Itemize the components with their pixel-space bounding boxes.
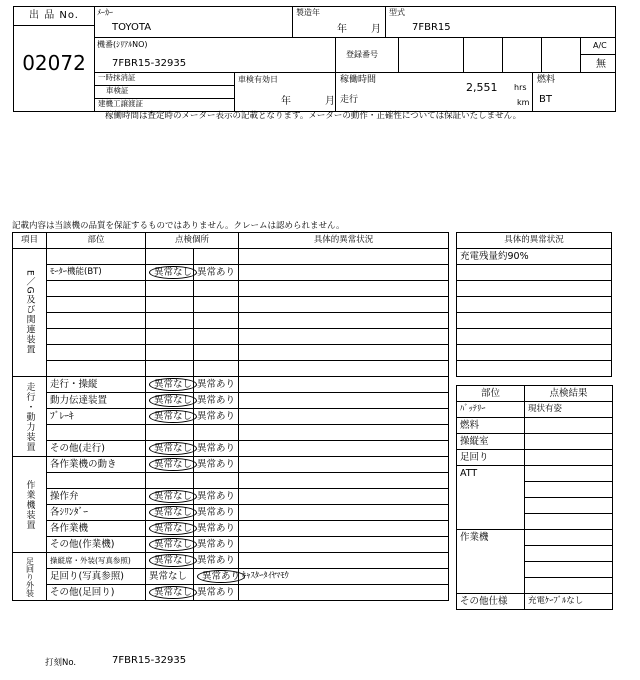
category-drive: 走行・動力装置	[24, 381, 35, 452]
result-value	[525, 530, 613, 546]
row-detail	[239, 585, 449, 601]
row-detail	[239, 457, 449, 473]
check-normal-circled: 異常なし	[149, 554, 197, 567]
travel-label: 走行	[340, 95, 359, 105]
check-abnormal: 異常あり	[194, 585, 239, 601]
table-row	[13, 377, 449, 393]
reg-cell-3	[503, 38, 542, 73]
row-detail	[239, 521, 449, 537]
table-row	[457, 594, 613, 610]
result-value: 充電ｹｰﾌﾞﾙなし	[525, 594, 613, 610]
maker-value: TOYOTA	[112, 22, 152, 33]
result-value	[525, 466, 613, 482]
ac-label: A/C	[593, 41, 607, 50]
table-row	[13, 265, 449, 281]
check-normal-circled: 異常なし	[149, 490, 197, 503]
maker-label: ﾒｰｶｰ	[97, 8, 113, 17]
table-row	[13, 569, 449, 585]
hours-label: 稼働時間	[340, 75, 377, 85]
fuel-label: 燃料	[537, 75, 556, 85]
result-part: 作業機	[457, 530, 525, 594]
reg-cell-2	[464, 38, 503, 73]
table-row	[13, 457, 449, 473]
col-check: 点検個所	[146, 233, 239, 249]
row-detail	[239, 441, 449, 457]
check-normal-circled: 異常なし	[149, 586, 197, 599]
check-normal-circled: 異常なし	[149, 538, 197, 551]
inspection-month-unit: 月	[325, 96, 335, 107]
table-row	[457, 450, 613, 466]
result-part: 操縦室	[457, 434, 525, 450]
check-abnormal: 異常あり	[194, 505, 239, 521]
row-detail	[239, 377, 449, 393]
row-part: その他(走行)	[47, 441, 146, 457]
right-detail-header: 具体的異常状況	[457, 233, 612, 249]
table-row	[13, 553, 449, 569]
check-abnormal-circled: 異常あり	[197, 570, 245, 583]
row-part: その他(足回り)	[47, 585, 146, 601]
serial-value: 7FBR15-32935	[112, 58, 187, 69]
lot-number: 02072	[22, 51, 86, 75]
check-abnormal: 異常あり	[194, 377, 239, 393]
table-row	[13, 393, 449, 409]
check-normal-circled: 異常なし	[149, 458, 197, 471]
cert-transfer: 建機工譲渡証	[98, 99, 143, 108]
check-abnormal: 異常あり	[194, 457, 239, 473]
check-normal-circled: 異常なし	[149, 378, 197, 391]
row-detail	[239, 553, 449, 569]
results-table	[456, 385, 612, 610]
table-row	[457, 434, 613, 450]
col-detail: 具体的異常状況	[239, 233, 449, 249]
row-detail	[239, 409, 449, 425]
check-normal: 異常なし	[146, 569, 194, 585]
reg-cell-4	[542, 38, 581, 73]
table-row	[13, 505, 449, 521]
table-row	[13, 585, 449, 601]
check-normal-circled: 異常なし	[149, 410, 197, 423]
table-row	[457, 402, 613, 418]
result-part: 燃料	[457, 418, 525, 434]
cert-temp-cancel: 一時抹消証	[94, 73, 234, 86]
table-row	[13, 489, 449, 505]
ac-value: 無	[596, 59, 606, 70]
row-part: 操縦席・外装(写真参照)	[47, 553, 146, 569]
lot-box	[14, 7, 95, 111]
row-part: 操作弁	[47, 489, 146, 505]
model-value: 7FBR15	[412, 22, 451, 33]
row-part: 走行・操縦	[47, 377, 146, 393]
check-normal-circled: 異常なし	[149, 506, 197, 519]
table-row	[13, 537, 449, 553]
check-abnormal: 異常あり	[194, 265, 239, 281]
check-abnormal: 異常あり	[194, 553, 239, 569]
check-abnormal: 異常あり	[194, 489, 239, 505]
row-part: 各ｼﾘﾝﾀﾞｰ	[47, 505, 146, 521]
right-detail-table	[456, 232, 612, 377]
stamp-value: 7FBR15-32935	[112, 655, 187, 666]
inspection-table	[12, 232, 448, 601]
results-col-part: 部位	[457, 386, 525, 402]
empty-part	[47, 249, 146, 265]
meter-note: 稼働時間は査定時のメーター表示の記載となります。メーターの動作・正確性については保証いたしません。	[105, 111, 522, 121]
row-part: 各作業機の動き	[47, 457, 146, 473]
reg-cell-1	[399, 38, 464, 73]
row-detail	[239, 393, 449, 409]
table-row	[13, 441, 449, 457]
check-abnormal: 異常あり	[194, 537, 239, 553]
lot-label: 出 品 No.	[14, 7, 94, 26]
disclaimer: 記載内容は当該機の品質を保証するものではありません。クレームは認められません。	[12, 221, 345, 231]
header-block	[13, 6, 616, 112]
row-detail	[239, 505, 449, 521]
table-row	[13, 521, 449, 537]
check-abnormal: 異常あり	[194, 441, 239, 457]
cert-inspection: 車検証	[94, 86, 234, 99]
row-detail	[239, 537, 449, 553]
right-detail-first: 充電残量約90%	[457, 249, 612, 265]
row-part: その他(作業機)	[47, 537, 146, 553]
row-detail	[239, 489, 449, 505]
year-unit: 年	[337, 24, 347, 35]
inspection-valid-label: 車検有効日	[238, 75, 278, 84]
col-item: 項目	[13, 233, 47, 249]
row-part: 足回り(写真参照)	[47, 569, 146, 585]
category-foot: 足回り外装	[25, 556, 35, 597]
row-part: 動力伝達装置	[47, 393, 146, 409]
col-part: 部位	[47, 233, 146, 249]
row-part: ﾌﾞﾚｰｷ	[47, 409, 146, 425]
check-normal-circled: 異常なし	[149, 522, 197, 535]
serial-label: 機番(ｼﾘｱﾙNO)	[97, 40, 148, 49]
fuel-value: BT	[539, 94, 552, 105]
table-row	[457, 466, 613, 482]
result-value	[525, 450, 613, 466]
model-label: 型式	[389, 8, 405, 17]
reg-label: 登録番号	[346, 50, 378, 59]
year-label: 製造年	[296, 8, 320, 17]
results-col-result: 点検結果	[525, 386, 613, 402]
check-abnormal: 異常あり	[194, 393, 239, 409]
check-abnormal: 異常あり	[194, 521, 239, 537]
table-row	[457, 530, 613, 546]
check-abnormal: 異常あり	[194, 409, 239, 425]
check-normal-circled: 異常なし	[149, 266, 197, 279]
month-unit: 月	[371, 24, 381, 35]
result-part: 足回り	[457, 450, 525, 466]
result-value	[525, 434, 613, 450]
row-part: 各作業機	[47, 521, 146, 537]
result-part: ﾊﾞｯﾃﾘｰ	[457, 402, 525, 418]
category-work: 作業機装置	[24, 479, 35, 530]
result-value	[525, 418, 613, 434]
category-engine: E／G及び関連装置	[24, 270, 35, 355]
result-part: その他仕様	[457, 594, 525, 610]
table-row	[457, 418, 613, 434]
hours-value: 2,551	[466, 81, 498, 94]
result-part: ATT	[457, 466, 525, 530]
stamp-label: 打刻No.	[45, 658, 77, 668]
hours-unit: hrs	[514, 83, 527, 92]
row-detail	[239, 265, 449, 281]
check-normal-circled: 異常なし	[149, 442, 197, 455]
row-part: ﾓｰﾀｰ機能(BT)	[47, 265, 146, 281]
km-unit: km	[517, 98, 530, 107]
inspection-year-unit: 年	[281, 96, 291, 107]
result-value: 現状有姿	[525, 402, 613, 418]
table-row	[13, 409, 449, 425]
row-detail: ｷｬｽﾀｰﾀｲﾔﾏﾓｳ	[239, 569, 449, 585]
check-normal-circled: 異常なし	[149, 394, 197, 407]
